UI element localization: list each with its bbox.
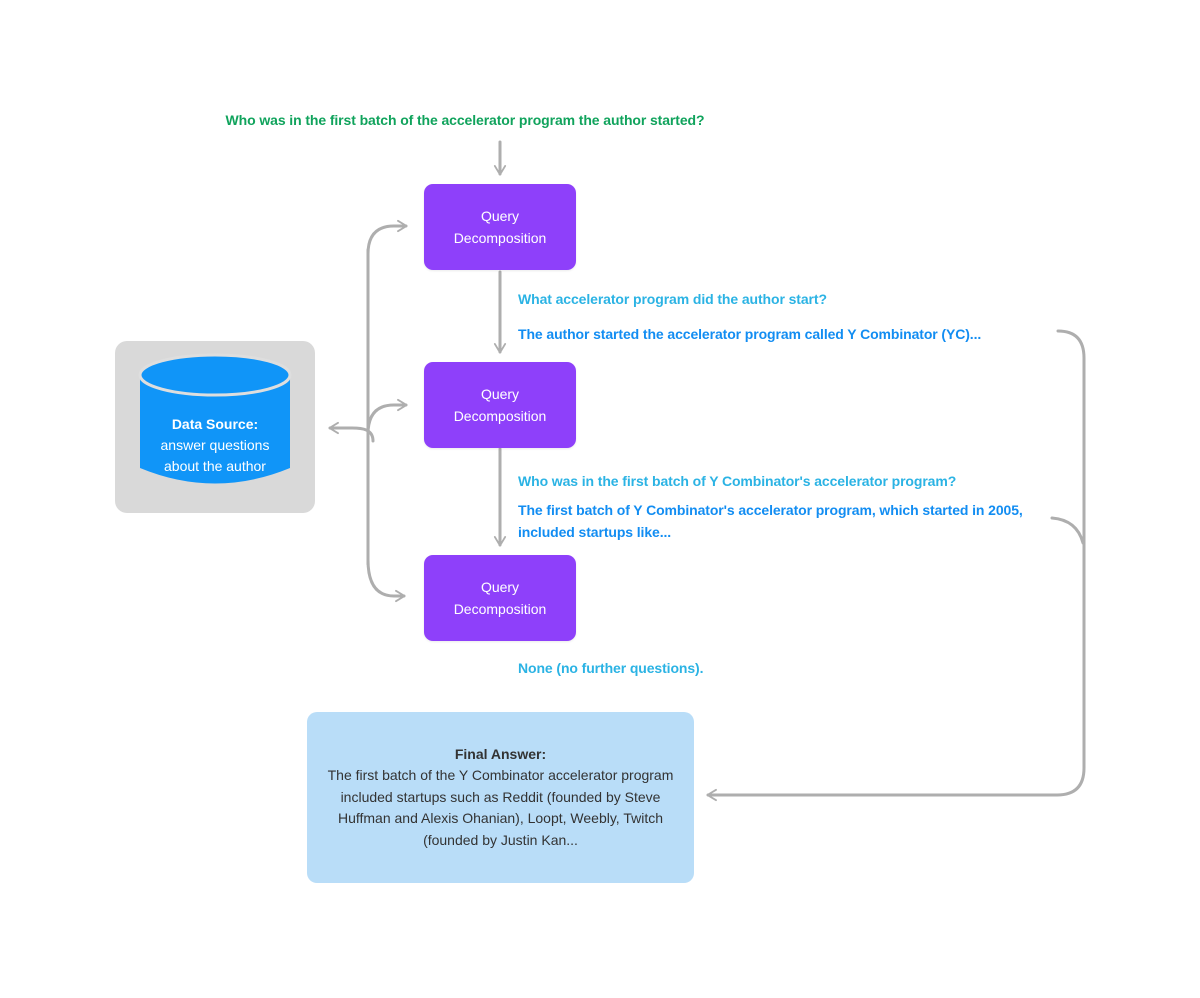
data-source-line1: answer questions (160, 437, 270, 453)
query-decomposition-label: Query Decomposition (453, 208, 547, 246)
subanswer-1: The author started the accelerator program called Y Combinator (YC)... (518, 326, 982, 342)
final-answer-title: Final Answer: (454, 745, 547, 762)
arrow-bus-to-qd2 (368, 405, 406, 434)
subquestion-1: What accelerator program did the author start? (518, 291, 827, 307)
subanswer-2: The first batch of Y Combinator's accelerator program, which started in 2005, included startups like... (518, 502, 1023, 540)
final-answer-body: The first batch of the Y Combinator accelerator program included startups such as Reddit (founded by Steve Huffman and Alexis Ohanian), Loopt, Weebly, Twitch (founded by Justin Kan... (327, 767, 674, 848)
data-source-line2: about the author (164, 458, 266, 474)
subquestion-2: Who was in the first batch of Y Combinator's accelerator program? (518, 473, 957, 489)
user-question: Who was in the first batch of the accelerator program the author started? (225, 112, 705, 128)
data-source-text (115, 414, 315, 477)
subquestion-none: None (no further questions). (518, 660, 704, 676)
query-decomposition-box-3 (424, 555, 576, 641)
final-answer-card (307, 712, 694, 883)
arrow-bus-to-qd1 (368, 226, 406, 254)
data-source-card (115, 341, 315, 513)
arrow-answers-to-final (708, 331, 1084, 795)
final-answer-text (323, 744, 678, 852)
query-decomposition-box-1 (424, 184, 576, 270)
query-decomposition-label: Query Decomposition (453, 579, 547, 617)
data-source-title: Data Source: (171, 416, 259, 432)
arrow-bus-to-qd3 (368, 560, 404, 596)
query-decomposition-box-2 (424, 362, 576, 448)
query-decomposition-label: Query Decomposition (453, 386, 547, 424)
